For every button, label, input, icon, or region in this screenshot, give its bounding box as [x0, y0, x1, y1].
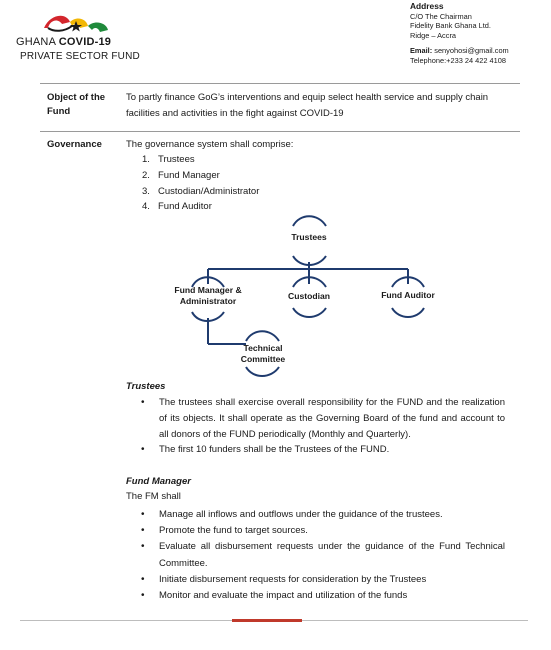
email-label: Email: [410, 46, 433, 56]
list-item: • The first 10 funders shall be the Trustees of the FUND. [159, 442, 505, 458]
list-item: • Manage all inflows and outflows under the guidance of the trustees. [159, 507, 505, 523]
governance-label: Governance [47, 139, 102, 150]
trustees-heading: Trustees [126, 381, 166, 392]
brand-covid: COVID-19 [58, 36, 112, 48]
list-item: • Promote the fund to target sources. [159, 523, 505, 539]
governance-intro: The governance system shall comprise: [126, 139, 294, 150]
brand-line-2: PRIVATE SECTOR FUND [20, 51, 140, 62]
email-value: senyohosi@gmail.com [434, 46, 509, 56]
trustees-list [159, 395, 505, 458]
node-technical-committee: Technical Committee [240, 343, 286, 364]
node-fund-manager-administrator: Fund Manager & Administrator [174, 285, 242, 306]
list-item: 3. Custodian/Administrator [142, 185, 260, 197]
list-item: • The trustees shall exercise overall responsibility for the FUND and the realization of its objects. It shall operate as the Governing Board of the fund and account to all donors of the FUND periodically (Monthly and Quarterly). [159, 395, 505, 442]
address-heading: Address [410, 1, 444, 11]
object-label: Object of the Fund [47, 92, 106, 117]
list-item: • Monitor and evaluate the impact and utilization of the funds [159, 588, 505, 604]
list-item: • Initiate disbursement requests for consideration by the Trustees [159, 572, 505, 588]
node-custodian: Custodian [287, 291, 330, 301]
list-item: 4. Fund Auditor [142, 201, 212, 213]
brand-prefix: GHANA [16, 36, 56, 48]
fund-manager-intro: The FM shall [126, 491, 181, 502]
address-line: Fidelity Bank Ghana Ltd. [410, 21, 491, 31]
node-fund-auditor: Fund Auditor [381, 290, 435, 300]
list-item: • Evaluate all disbursement requests under the guidance of the Fund Technical Committee. [159, 539, 505, 571]
list-item: 2. Fund Manager [142, 169, 220, 181]
fund-manager-list [159, 507, 505, 604]
telephone-label: Telephone: [410, 55, 447, 65]
object-text: To partly finance GoG’s interventions and equip select health service and supply chain facilities and activities in the fight against COVID-19 [126, 92, 489, 119]
telephone-value: +233 24 422 4108 [446, 55, 506, 65]
address-line: Ridge – Accra [410, 30, 457, 40]
fund-manager-heading: Fund Manager [126, 476, 191, 487]
list-item: 1. Trustees [142, 154, 195, 165]
node-trustees: Trustees [291, 232, 327, 242]
footer-accent [232, 619, 302, 622]
address-line: C/O The Chairman [410, 11, 472, 21]
